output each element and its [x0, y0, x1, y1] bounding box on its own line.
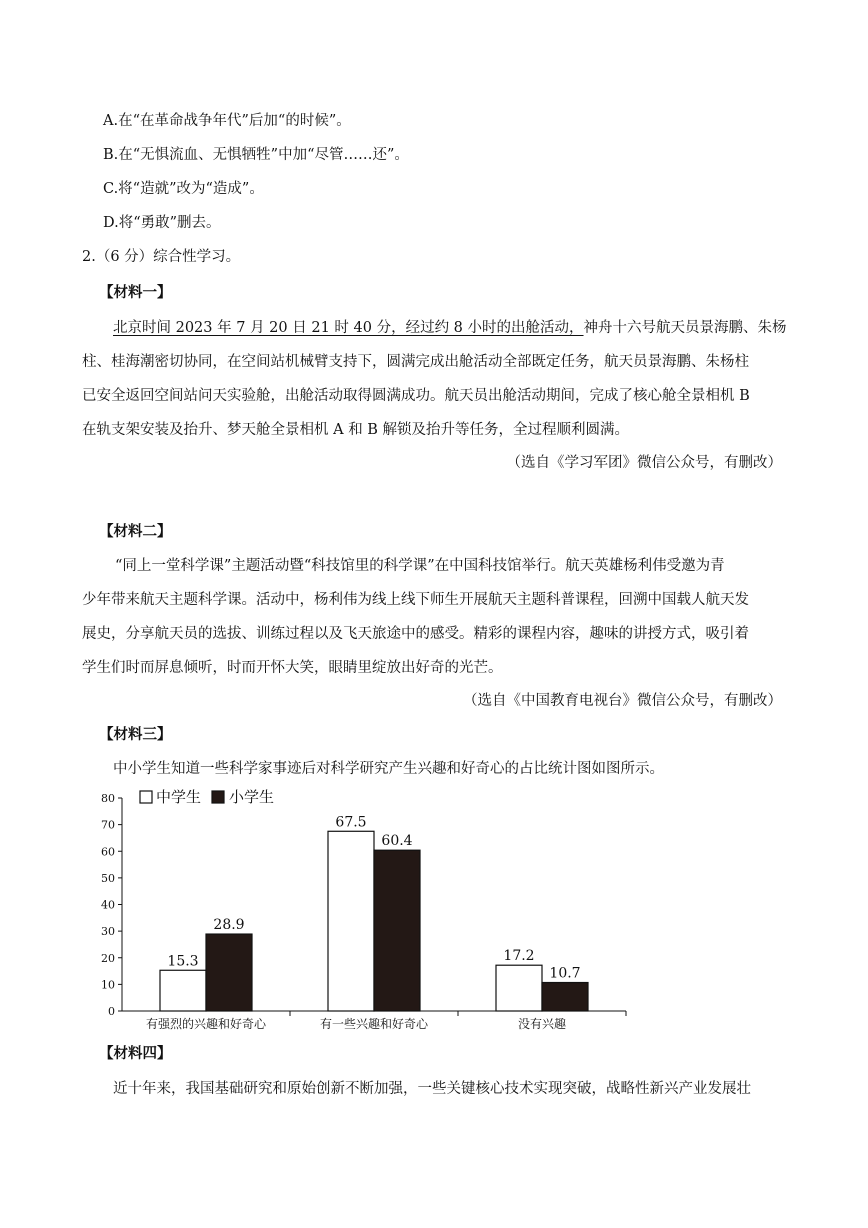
bar-primary-school — [542, 983, 588, 1011]
bar-middle-school — [328, 831, 374, 1011]
material4-heading: 【材料四】 — [99, 1045, 172, 1062]
material3-intro: 中小学生知道一些科学家事迹后对科学研究产生兴趣和好奇心的占比统计图如图所示。 — [113, 761, 664, 777]
y-tick-label: 40 — [101, 898, 115, 912]
option-b: B.在“无惧流血、无惧牺牲”中加“尽管……还”。 — [103, 147, 409, 163]
y-tick-label: 50 — [101, 871, 115, 885]
y-tick-label: 80 — [101, 792, 115, 805]
bar-primary-school — [206, 934, 252, 1011]
data-label: 15.3 — [167, 953, 199, 970]
material1-line3: 已安全返回空间站问天实验舱，出舱活动取得圆满成功。航天员出舱活动期间，完成了核心舱全景相机 B — [82, 388, 750, 404]
category-label: 有一些兴趣和好奇心 — [319, 1017, 429, 1031]
material4-line1: 近十年来，我国基础研究和原始创新不断加强，一些关键核心技术实现突破，战略性新兴产业发展壮 — [113, 1081, 751, 1097]
data-label: 10.7 — [549, 965, 581, 982]
option-d: D.将“勇敢”删去。 — [103, 215, 221, 231]
data-label: 17.2 — [503, 948, 535, 965]
material2-line3: 展史，分享航天员的选拔、训练过程以及飞天旅途中的感受。精彩的课程内容，趣味的讲授方式，吸引着 — [82, 626, 749, 642]
material3-heading: 【材料三】 — [99, 726, 172, 743]
legend-swatch-middle-school — [140, 791, 152, 803]
option-c: C.将“造就”改为“造成”。 — [103, 181, 264, 197]
material1-line1-rest: 神舟十六号航天员景海鹏、朱杨 — [583, 320, 787, 336]
y-tick-label: 30 — [101, 925, 115, 939]
legend-label-middle-school: 中学生 — [156, 788, 202, 806]
y-tick-label: 0 — [108, 1005, 115, 1018]
material2-heading: 【材料二】 — [99, 523, 172, 540]
material2-line2: 少年带来航天主题科学课。活动中，杨利伟为线上线下师生开展航天主题科普课程，回溯中国载人航天发 — [82, 592, 749, 608]
material1-line1 — [113, 318, 787, 338]
material1-source: （选自《学习军团》微信公众号，有删改） — [506, 455, 782, 471]
material2-line1: “同上一堂科学课”主题活动暨“科技馆里的科学课”在中国科技馆举行。航天英雄杨利伟受邀为青 — [115, 558, 725, 574]
category-label: 有强烈的兴趣和好奇心 — [145, 1017, 267, 1031]
bar-middle-school — [496, 965, 542, 1011]
bar-middle-school — [160, 970, 206, 1011]
bar-chart — [0, 780, 868, 1040]
material1-line4: 在轨支架安装及抬升、梦天舱全景相机 A 和 B 解锁及抬升等任务，全过程顺利圆满。 — [82, 422, 630, 438]
data-label: 28.9 — [213, 917, 245, 934]
material1-heading: 【材料一】 — [99, 284, 172, 301]
y-tick-label: 60 — [101, 845, 115, 859]
legend-swatch-primary-school — [212, 791, 224, 803]
data-label: 67.5 — [335, 814, 367, 831]
y-tick-label: 10 — [101, 978, 115, 992]
material1-line2: 柱、桂海潮密切协同，在空间站机械臂支持下，圆满完成出舱活动全部既定任务，航天员景海鹏、朱杨柱 — [82, 354, 749, 370]
material2-source: （选自《中国教育电视台》微信公众号，有删改） — [463, 693, 782, 709]
legend-label-primary-school: 小学生 — [229, 788, 275, 806]
bar-primary-school — [374, 850, 420, 1011]
material1-underlined: 北京时间 2023 年 7 月 20 日 21 时 40 分，经过约 8 小时的出舱活动， — [113, 320, 584, 336]
y-tick-label: 20 — [101, 951, 115, 965]
y-tick-label: 70 — [101, 818, 115, 832]
data-label: 60.4 — [381, 833, 413, 850]
question-heading: 2.（6 分）综合性学习。 — [82, 249, 241, 265]
option-a: A.在“在革命战争年代”后加“的时候”。 — [103, 113, 351, 129]
material2-line4: 学生们时而屏息倾听，时而开怀大笑，眼睛里绽放出好奇的光芒。 — [82, 660, 503, 676]
category-label: 没有兴趣 — [517, 1017, 567, 1031]
